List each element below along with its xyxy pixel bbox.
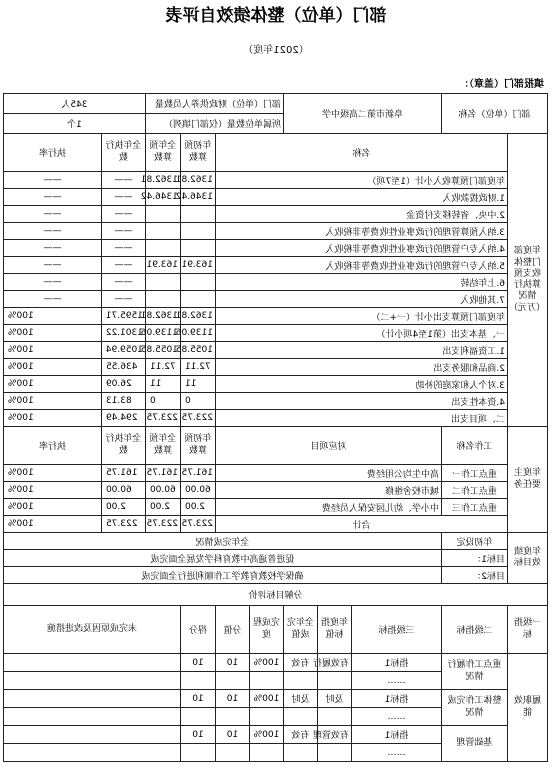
budget-col-full: 全年预算数 <box>145 134 180 172</box>
eval-col-reason: 未完成原因及改进措施 <box>3 606 180 654</box>
budget-row-full <box>145 240 180 257</box>
tasks-total-row <box>3 516 547 533</box>
budget-row <box>3 189 547 206</box>
task-initial: 2.00 <box>180 499 215 516</box>
budget-row-full <box>145 274 180 291</box>
budget-row-exec: 436.55 <box>101 359 145 376</box>
eval-col-degree: 完成程度 <box>249 606 283 654</box>
budget-row <box>3 291 547 308</box>
budget-row <box>3 393 547 410</box>
subunit-label: 所属单位数量（仅部门填列） <box>145 114 283 134</box>
subunit-value: 1个 <box>3 114 145 134</box>
task-name: 重点工作二 <box>441 482 507 499</box>
eval-l3-ellipsis: …… <box>351 672 441 690</box>
eval-degree-value: 100% <box>249 654 283 672</box>
task-row <box>3 465 547 482</box>
header-row-1 <box>3 94 547 114</box>
eval-done-value: 有效 <box>283 726 317 744</box>
tasks-section-label: 年度主要任务 <box>508 427 548 533</box>
task-project: 中小学、幼儿园安保人员经费 <box>215 499 441 516</box>
task-initial: 161.75 <box>180 465 215 482</box>
eval-col-l1: 一级指标 <box>508 606 548 654</box>
budget-row-name: 1.财政拨款收入 <box>215 189 507 206</box>
budget-row-name: 4.资本性支出 <box>215 393 507 410</box>
eval-set-value: 及时 <box>317 690 351 708</box>
budget-col-initial: 年初预算数 <box>180 134 215 172</box>
eval-col-weight: 分值 <box>215 606 249 654</box>
task-full: 60.00 <box>145 482 180 499</box>
tasks-total-rate: 100% <box>3 516 101 533</box>
tasks-total-initial: 223.75 <box>180 516 215 533</box>
budget-row <box>3 359 547 376</box>
tasks-col-task: 工作名称 <box>441 427 507 465</box>
budget-row-full: 1362.81 <box>145 308 180 325</box>
budget-row <box>3 206 547 223</box>
budget-col-name: 名称 <box>215 134 507 172</box>
budget-row-rate: 100% <box>3 308 101 325</box>
budget-row-rate: —— <box>3 172 101 189</box>
staff-value: 345人 <box>3 94 145 114</box>
budget-row-full <box>145 223 180 240</box>
budget-row-exec: —— <box>101 189 145 206</box>
eval-degree-value: 100% <box>249 690 283 708</box>
tasks-total-label: 合计 <box>215 516 507 533</box>
goal-label: 目标2： <box>441 567 507 584</box>
eval-row <box>3 726 547 744</box>
tasks-col-project: 对应项目 <box>215 427 441 465</box>
task-project: 高中生均公用经费 <box>215 465 441 482</box>
tasks-total-full: 223.75 <box>145 516 180 533</box>
budget-row-full: 223.75 <box>145 410 180 427</box>
budget-section-label: 年度部门整体收支预算执行情况（万元） <box>508 134 548 427</box>
budget-row <box>3 308 547 325</box>
budget-row-full: 1139.06 <box>145 325 180 342</box>
evaluation-form-table <box>3 93 548 762</box>
budget-row-initial: 1139.06 <box>180 325 215 342</box>
budget-row <box>3 325 547 342</box>
eval-set-value: 有效履行 <box>317 654 351 672</box>
task-row <box>3 499 547 516</box>
evaluation-section-row <box>3 584 547 606</box>
budget-row-full <box>145 206 180 223</box>
budget-row-full: 0 <box>145 393 180 410</box>
eval-reason-value <box>3 690 180 708</box>
budget-row-rate: 100% <box>3 410 101 427</box>
budget-row-exec: 1301.22 <box>101 325 145 342</box>
evaluation-section-label: 分解目标评价 <box>3 584 547 606</box>
staff-label: 部门（单位）财政供养人员数量 <box>145 94 283 114</box>
budget-row-exec: —— <box>101 206 145 223</box>
budget-row <box>3 257 547 274</box>
evaluation-header-row <box>3 606 547 654</box>
goals-col-set: 年初设定 <box>441 533 507 550</box>
budget-row-initial: 0 <box>180 393 215 410</box>
eval-l2-name: 重点工作履行情况 <box>441 654 507 690</box>
budget-row-rate: —— <box>3 240 101 257</box>
goal-row <box>3 550 547 567</box>
eval-reason-value <box>3 726 180 744</box>
budget-row-name: 1.工资福利支出 <box>215 342 507 359</box>
eval-weight-value: 10 <box>215 690 249 708</box>
budget-row-name: 一、基本支出（第1至4项小计） <box>215 325 507 342</box>
budget-row-initial <box>180 206 215 223</box>
budget-row-rate: 100% <box>3 393 101 410</box>
budget-col-rate: 执行率 <box>3 134 101 172</box>
budget-row <box>3 342 547 359</box>
eval-l3-ellipsis: …… <box>351 744 441 762</box>
budget-row-name: 2.商品和服务支出 <box>215 359 507 376</box>
budget-row-initial <box>180 240 215 257</box>
task-name: 重点工作一 <box>441 465 507 482</box>
eval-col-done: 全年完成值 <box>283 606 317 654</box>
tasks-total-exec: 223.75 <box>101 516 145 533</box>
budget-row-name: 3.对个人和家庭的补助 <box>215 376 507 393</box>
budget-row-rate: 100% <box>3 342 101 359</box>
budget-row-name: 7.其他收入 <box>215 291 507 308</box>
budget-row-rate: 100% <box>3 325 101 342</box>
eval-l2-name: 整体工作完成情况 <box>441 690 507 726</box>
budget-header-row <box>3 134 547 172</box>
budget-row-name: 6.上年结转 <box>215 274 507 291</box>
eval-l3-name: 指标1 <box>351 726 441 744</box>
filling-unit-label: 填报部门（盖章）： <box>459 79 544 90</box>
task-row <box>3 482 547 499</box>
eval-done-value: 有效 <box>283 654 317 672</box>
task-project: 城市校舍维修 <box>215 482 441 499</box>
eval-l3-ellipsis: …… <box>351 708 441 726</box>
task-full: 2.00 <box>145 499 180 516</box>
task-exec: 161.75 <box>101 465 145 482</box>
budget-row-exec: 1059.94 <box>101 342 145 359</box>
budget-row-initial <box>180 291 215 308</box>
budget-row-name: 4.纳入专户管理的行政事业性收费等非税收入 <box>215 240 507 257</box>
budget-row-name: 3.纳入预算管理的行政事业性收费等非税收入 <box>215 223 507 240</box>
budget-col-exec: 全年执行数 <box>101 134 145 172</box>
budget-row-full: 1346.42 <box>145 189 180 206</box>
budget-row-initial: 1055.85 <box>180 342 215 359</box>
budget-row-exec: —— <box>101 274 145 291</box>
budget-row-initial <box>180 223 215 240</box>
eval-score-value: 10 <box>180 654 215 672</box>
budget-row-exec: 294.49 <box>101 410 145 427</box>
goals-col-done: 全年完成情况 <box>3 533 441 550</box>
budget-row-full: 72.11 <box>145 359 180 376</box>
budget-row-exec: 1595.71 <box>101 308 145 325</box>
eval-score-value: 10 <box>180 726 215 744</box>
budget-row-name: 2.中央、省转移支付资金 <box>215 206 507 223</box>
eval-l2-name: 基础管理 <box>441 726 507 762</box>
budget-row <box>3 172 547 189</box>
task-full: 161.75 <box>145 465 180 482</box>
eval-col-score: 得分 <box>180 606 215 654</box>
task-rate: 100% <box>3 465 101 482</box>
eval-l1-name: 履职效能 <box>508 654 548 762</box>
goals-header-row <box>3 533 547 550</box>
budget-row-initial: 72.11 <box>180 359 215 376</box>
budget-row-exec: —— <box>101 257 145 274</box>
budget-row-initial: 1362.81 <box>180 172 215 189</box>
eval-reason-value <box>3 654 180 672</box>
budget-row-exec: —— <box>101 291 145 308</box>
goals-section-label: 年度绩效目标 <box>508 533 548 584</box>
budget-row-name: 5.纳入专户管理的行政事业性收费等非税收入 <box>215 257 507 274</box>
goal-text: 促进普通高中教育科学发展全面完成 <box>3 550 441 567</box>
form-title: 部门（单位）整体绩效自评表 <box>165 6 387 26</box>
budget-row-exec: 26.09 <box>101 376 145 393</box>
budget-row-full: 1362.81 <box>145 172 180 189</box>
budget-row-rate: 100% <box>3 359 101 376</box>
task-exec: 60.00 <box>101 482 145 499</box>
goal-text: 确保学校教育教学工作顺利进行全面完成 <box>3 567 441 584</box>
budget-row-rate: 100% <box>3 376 101 393</box>
budget-row-initial: 11 <box>180 376 215 393</box>
eval-row <box>3 654 547 672</box>
budget-row <box>3 223 547 240</box>
budget-row-exec: —— <box>101 223 145 240</box>
budget-row-full: 1055.85 <box>145 342 180 359</box>
eval-score-value: 10 <box>180 690 215 708</box>
task-rate: 100% <box>3 499 101 516</box>
task-exec: 2.00 <box>101 499 145 516</box>
budget-row-initial: 223.75 <box>180 410 215 427</box>
eval-l3-name: 指标1 <box>351 690 441 708</box>
budget-row-initial: 1346.42 <box>180 189 215 206</box>
eval-col-l3: 三级指标 <box>351 606 441 654</box>
eval-weight-value: 10 <box>215 726 249 744</box>
budget-row-rate: —— <box>3 206 101 223</box>
eval-set-value: 有效管理 <box>317 726 351 744</box>
eval-weight-value: 10 <box>215 654 249 672</box>
goal-label: 目标1： <box>441 550 507 567</box>
budget-row-initial: 163.91 <box>180 257 215 274</box>
budget-row-rate: —— <box>3 257 101 274</box>
budget-row-full <box>145 291 180 308</box>
budget-row <box>3 410 547 427</box>
tasks-col-rate: 执行率 <box>3 427 101 465</box>
goal-row <box>3 567 547 584</box>
budget-row-exec: —— <box>101 240 145 257</box>
budget-row-rate: —— <box>3 291 101 308</box>
eval-degree-value: 100% <box>249 726 283 744</box>
task-rate: 100% <box>3 482 101 499</box>
tasks-header-row <box>3 427 547 465</box>
budget-row-name: 二、项目支出 <box>215 410 507 427</box>
task-initial: 60.00 <box>180 482 215 499</box>
budget-row <box>3 240 547 257</box>
eval-done-value: 及时 <box>283 690 317 708</box>
budget-row-rate: —— <box>3 274 101 291</box>
eval-col-l2: 二级指标 <box>441 606 507 654</box>
budget-row-name: 年度部门预算支出小计（一+二） <box>215 308 507 325</box>
budget-row-full: 11 <box>145 376 180 393</box>
budget-row-exec: —— <box>101 172 145 189</box>
tasks-col-exec: 全年执行数 <box>101 427 145 465</box>
task-name: 重点工作三 <box>441 499 507 516</box>
budget-row-exec: 83.13 <box>101 393 145 410</box>
eval-row <box>3 690 547 708</box>
eval-l3-name: 指标1 <box>351 654 441 672</box>
budget-row <box>3 376 547 393</box>
budget-row-rate: —— <box>3 189 101 206</box>
eval-col-set: 年度指标值 <box>317 606 351 654</box>
form-year: （2021年度） <box>243 45 309 56</box>
budget-row-full: 163.91 <box>145 257 180 274</box>
budget-row-initial: 1362.81 <box>180 308 215 325</box>
budget-row <box>3 274 547 291</box>
budget-row-name: 年度部门预算收入小计（1至7项） <box>215 172 507 189</box>
budget-row-initial <box>180 274 215 291</box>
dept-name: 阜新市第二高级中学 <box>283 94 441 134</box>
tasks-col-initial: 年初预算数 <box>180 427 215 465</box>
tasks-col-full: 全年预算数 <box>145 427 180 465</box>
dept-label: 部门（单位）名称 <box>441 94 547 134</box>
budget-row-rate: —— <box>3 223 101 240</box>
